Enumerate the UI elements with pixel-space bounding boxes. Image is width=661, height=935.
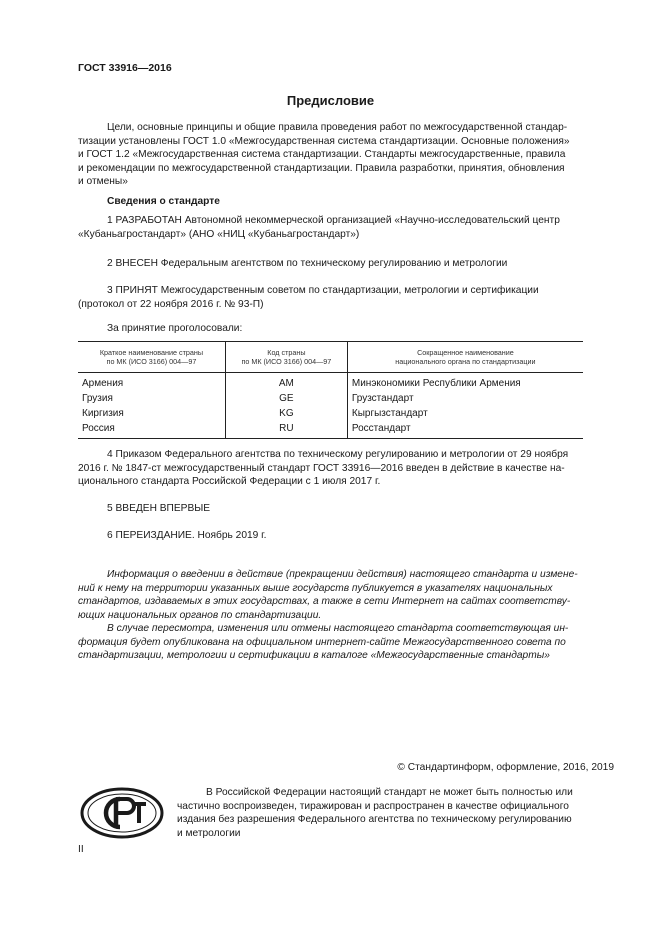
code-cell: RU	[225, 421, 347, 439]
column-header-country: Краткое наименование страны по МК (ИСО 3166) 004—97	[78, 342, 225, 373]
body-cell: Грузстандарт	[347, 391, 583, 406]
text-line: стандартов, издаваемых в этих государствах, а также в сети Интернет на сайтах соответству-	[78, 596, 571, 607]
intro-text	[78, 121, 613, 189]
text-line: 6 ПЕРЕИЗДАНИЕ. Ноябрь 2019 г.	[107, 530, 267, 541]
section-heading: Сведения о стандарте	[107, 196, 220, 207]
body-cell: Кыргызстандарт	[347, 406, 583, 421]
text-line: и ГОСТ 1.2 «Межгосударственная система стандартизации. Стандарты межгосударственные, правила	[78, 149, 566, 160]
text-line: 1 РАЗРАБОТАН Автономной некоммерческой организацией «Научно-исследовательский центр	[107, 215, 560, 226]
column-header-code: Код страны по МК (ИСО 3166) 004—97	[225, 342, 347, 373]
item-6	[107, 529, 266, 543]
table-row	[78, 406, 583, 421]
item-1	[78, 214, 613, 241]
text-line: Цели, основные принципы и общие правила проведения работ по межгосударственной стандар-	[107, 122, 568, 133]
code-cell: GE	[225, 391, 347, 406]
table-row	[78, 391, 583, 406]
table-row	[78, 373, 583, 392]
text-line: 5 ВВЕДЕН ВПЕРВЫЕ	[107, 503, 211, 514]
body-cell: Росстандарт	[347, 421, 583, 439]
text-line: За принятие проголосовали:	[107, 323, 243, 334]
item-5	[107, 502, 210, 516]
text-line: формация будет опубликована на официальном интернет-сайте Межгосударственного совета по	[78, 636, 566, 648]
code-cell: KG	[225, 406, 347, 421]
table-header-row	[78, 342, 583, 373]
copyright-line: © Стандартинформ, оформление, 2016, 2019	[397, 762, 614, 773]
text-line: частично воспроизведен, тиражирован и распространен в качестве официального	[177, 800, 569, 812]
text-line: «Кубаньагростандарт» (АНО «НИЦ «Кубаньагростандарт»)	[78, 228, 360, 240]
body-cell: Минэкономики Республики Армения	[347, 373, 583, 392]
text-line: и отмены»	[78, 176, 128, 187]
text-line: Информация о введении в действие (прекращении действия) настоящего стандарта и измене-	[107, 569, 578, 580]
document-code: ГОСТ 33916—2016	[78, 62, 172, 74]
text-line: (протокол от 22 ноября 2016 г. № 93-П)	[78, 298, 264, 310]
text-line: издания без разрешения Федерального агентства по техническому регулированию	[177, 814, 572, 825]
text-line: 2016 г. № 1847-ст межгосударственный стандарт ГОСТ 33916—2016 введен в действие в качестве на-	[78, 462, 565, 474]
info-paragraph-1	[78, 568, 613, 622]
text-line: тизации установлены ГОСТ 1.0 «Межгосударственная система стандартизации. Основные положения»	[78, 135, 570, 147]
intro-paragraph	[78, 121, 613, 189]
country-cell: Россия	[78, 421, 225, 439]
text-line: и метрологии	[177, 827, 241, 839]
country-cell: Армения	[82, 378, 124, 389]
item-3	[78, 284, 613, 311]
votes-label	[107, 322, 242, 336]
rf-notice	[177, 786, 613, 840]
item-4	[78, 448, 613, 489]
table-row	[78, 421, 583, 439]
code-cell: AM	[225, 373, 347, 392]
page-title: Предисловие	[286, 93, 375, 108]
text-line: 3 ПРИНЯТ Межгосударственным советом по стандартизации, метрологии и сертификации	[107, 285, 539, 296]
column-header-body: Сокращенное наименование национального органа по стандартизации	[347, 342, 583, 373]
text-line: 2 ВНЕСЕН Федеральным агентством по техническому регулированию и метрологии	[107, 258, 508, 269]
pct-certification-mark-icon	[80, 787, 164, 839]
text-line: 4 Приказом Федерального агентства по техническому регулированию и метрологии от 29 ноября	[107, 449, 569, 460]
page-number: II	[78, 844, 84, 855]
text-line: ционального стандарта Российской Федерации с 1 июля 2017 г.	[78, 476, 381, 487]
text-line: и рекомендации по межгосударственной стандартизации. Правила разработки, принятия, обновления	[78, 162, 565, 174]
text-line: В Российской Федерации настоящий стандарт не может быть полностью или	[206, 787, 573, 798]
text-line: ющих национальных органов по стандартизации.	[78, 609, 322, 621]
country-cell: Грузия	[82, 393, 113, 404]
text-line: стандартизации, метрологии и сертификации в каталоге «Межгосударственные стандарты»	[78, 650, 550, 661]
text-line: В случае пересмотра, изменения или отмены настоящего стандарта соответствующая ин-	[107, 623, 569, 634]
text-line: ний к нему на территории указанных выше государств публикуется в указателях национальных	[78, 582, 553, 594]
info-paragraph-2	[78, 622, 613, 663]
country-cell: Киргизия	[82, 408, 124, 419]
voting-table	[78, 341, 583, 439]
item-2	[107, 257, 613, 271]
